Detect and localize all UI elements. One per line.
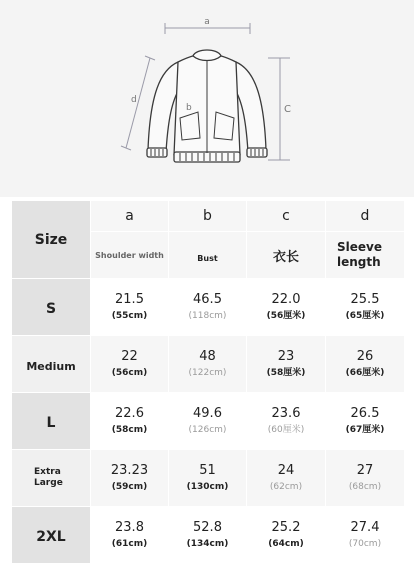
label-b: b — [186, 103, 192, 113]
label-d: d — [131, 95, 137, 105]
table-cell: 27.4 (70cm) — [326, 507, 405, 564]
column-letter: a — [91, 201, 169, 232]
table-cell: 26.5 (67厘米) — [326, 393, 405, 450]
column-letter: d — [326, 201, 405, 232]
column-letter: b — [169, 201, 247, 232]
table-cell: 23 (58厘米) — [247, 336, 326, 393]
column-desc — [169, 232, 247, 279]
table-row — [12, 279, 405, 336]
table-row — [12, 507, 405, 564]
jacket-illustration — [0, 0, 414, 197]
label-a: a — [204, 17, 210, 27]
size-name: Extra Large — [12, 450, 91, 507]
size-name: 2XL — [12, 507, 91, 564]
table-row — [12, 450, 405, 507]
garment-diagram — [0, 0, 414, 197]
table-cell: 27 (68cm) — [326, 450, 405, 507]
table-cell: 22.6 (58cm) — [91, 393, 169, 450]
column-desc — [326, 232, 405, 279]
shoulder-width-label: Shoulder width — [95, 250, 164, 260]
column-desc — [91, 232, 169, 279]
table-cell: 49.6 (126cm) — [169, 393, 247, 450]
table-cell: 23.8 (61cm) — [91, 507, 169, 564]
size-chart-table — [11, 200, 405, 564]
column-letter: c — [247, 201, 326, 232]
bust-label: Bust — [197, 253, 218, 263]
size-name: Medium — [12, 336, 91, 393]
size-header: Size — [12, 201, 91, 279]
table-cell: 26 (66厘米) — [326, 336, 405, 393]
table-cell: 22.0 (56厘米) — [247, 279, 326, 336]
table-cell: 22 (56cm) — [91, 336, 169, 393]
table-cell: 23.6 (60厘米) — [247, 393, 326, 450]
table-cell: 51 (130cm) — [169, 450, 247, 507]
table-cell: 25.2 (64cm) — [247, 507, 326, 564]
column-desc — [247, 232, 326, 279]
table-cell: 24 (62cm) — [247, 450, 326, 507]
table-cell: 25.5 (65厘米) — [326, 279, 405, 336]
table-cell: 48 (122cm) — [169, 336, 247, 393]
table-cell: 21.5 (55cm) — [91, 279, 169, 336]
size-name: S — [12, 279, 91, 336]
table-cell: 52.8 (134cm) — [169, 507, 247, 564]
label-c: C — [284, 104, 291, 115]
table-cell: 46.5 (118cm) — [169, 279, 247, 336]
table-row — [12, 336, 405, 393]
length-label: 衣长 — [272, 249, 299, 265]
sleeve-length-label: Sleeve length — [337, 240, 382, 269]
table-cell: 23.23 (59cm) — [91, 450, 169, 507]
size-name: L — [12, 393, 91, 450]
table-row — [12, 393, 405, 450]
